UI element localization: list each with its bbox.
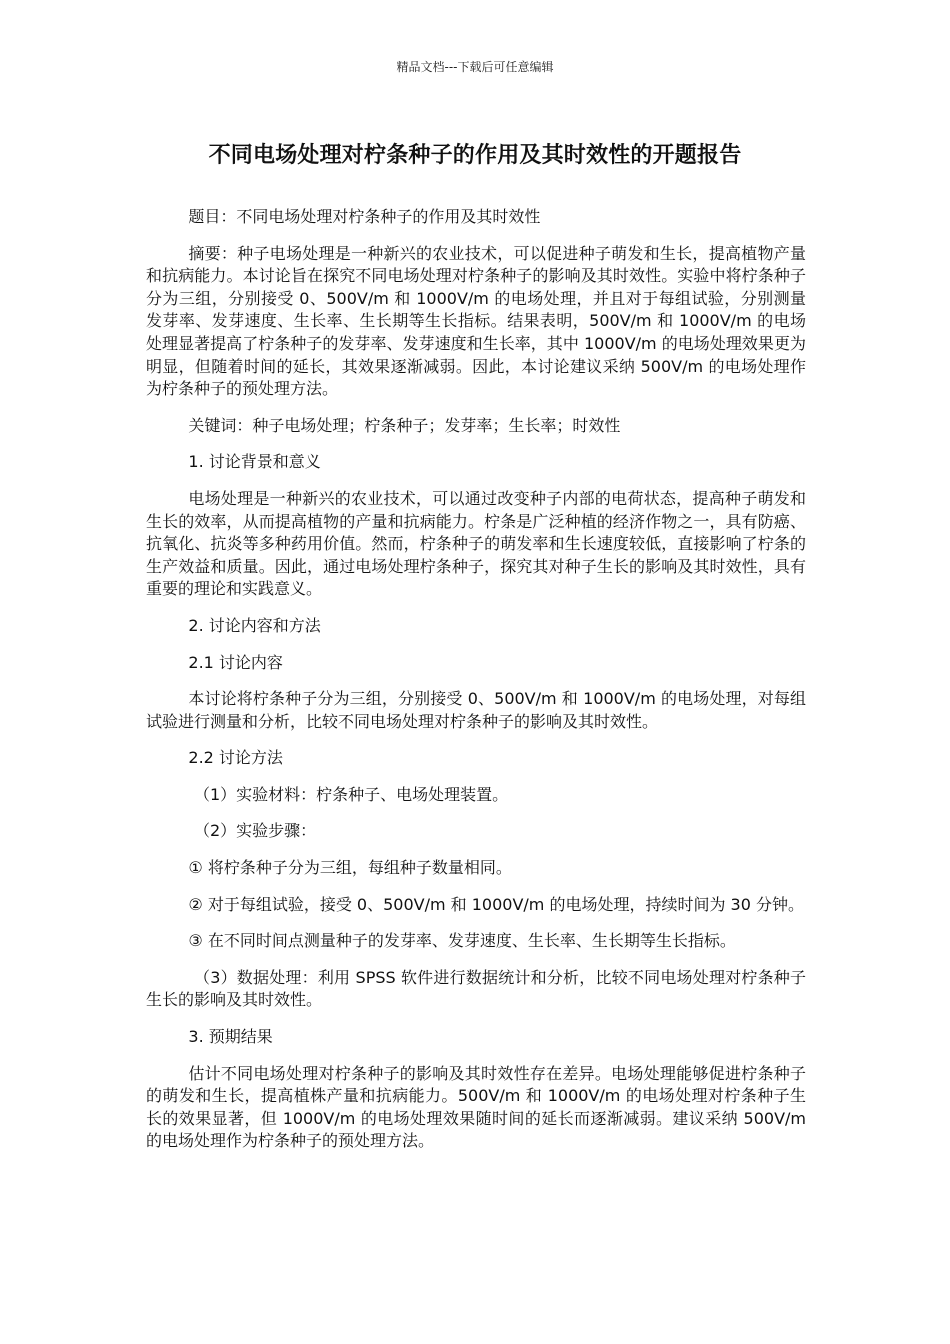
keywords-line: 关键词：种子电场处理；柠条种子；发芽率；生长率；时效性 <box>188 415 621 435</box>
background-paragraph: 电场处理是一种新兴的农业技术，可以通过改变种子内部的电荷状态，提高种子萌发和生长的效率，从而提高植物的产量和抗病能力。柠条是广泛种植的经济作物之一，具有防癌、抗氧化、抗炎等多种药用价值。然而，柠条种子的萌发率和生长速度较低，直接影响了柠条的生产效益和质量。因此，通过电场处理柠条种子，探究其对种子生长的影响及其时效性，具有重要的理论和实践意义。 <box>146 488 806 599</box>
section-heading-background: 1. 讨论背景和意义 <box>188 452 321 472</box>
method-step-3: ③ 在不同时间点测量种子的发芽率、发芽速度、生长率、生长期等生长指标。 <box>188 931 736 951</box>
header-note: 精品文档---下载后可任意编辑 <box>396 60 554 74</box>
document-body <box>146 206 806 1167</box>
content-paragraph: 本讨论将柠条种子分为三组，分别接受 0、500V/m 和 1000V/m 的电场处理，对每组试验进行测量和分析，比较不同电场处理对柠条种子的影响及其时效性。 <box>146 689 806 731</box>
expected-results-paragraph: 估计不同电场处理对柠条种子的影响及其时效性存在差异。电场处理能够促进柠条种子的萌发和生长，提高植株产量和抗病能力。500V/m 和 1000V/m 的电场处理对柠条种子生长的效果显著，但 1000V/m 的电场处理效果随时间的延长而逐渐减弱。建议采纳 500V/m 的电场处理作为柠条种子的预处理方法。 <box>146 1063 806 1151</box>
topic-line: 题目：不同电场处理对柠条种子的作用及其时效性 <box>188 207 541 226</box>
section-heading-expected-results: 3. 预期结果 <box>188 1027 273 1047</box>
subsection-heading-method: 2.2 讨论方法 <box>188 748 283 768</box>
method-step-2: ② 对于每组试验，接受 0、500V/m 和 1000V/m 的电场处理，持续时间为 30 分钟。 <box>188 894 804 914</box>
subsection-heading-content: 2.1 讨论内容 <box>188 652 283 672</box>
method-step-1: ① 将柠条种子分为三组，每组种子数量相同。 <box>188 858 512 878</box>
method-data-processing: （3）数据处理：利用 SPSS 软件进行数据统计和分析，比较不同电场处理对柠条种子生长的影响及其时效性。 <box>146 967 806 1010</box>
section-heading-content-method: 2. 讨论内容和方法 <box>188 615 321 635</box>
abstract-paragraph: 摘要：种子电场处理是一种新兴的农业技术，可以促进种子萌发和生长，提高植物产量和抗病能力。本讨论旨在探究不同电场处理对柠条种子的影响及其时效性。实验中将柠条种子分为三组，分别接受 0、500V/m 和 1000V/m 的电场处理，并且对于每组试验，分别测量发芽率、发芽速度、生长率、生长期等生长指标。结果表明，500V/m 和 1000V/m 的电场处理显著提高了柠条种子的发芽率、发芽速度和生长率，其中 1000V/m 的电场处理效果更为明显，但随着时间的延长，其效果逐渐减弱。因此，本讨论建议采纳 500V/m 的电场处理作为柠条种子的预处理方法。 <box>146 243 806 399</box>
method-steps-heading: （2）实验步骤： <box>194 821 317 841</box>
document-title: 不同电场处理对柠条种子的作用及其时效性的开题报告 <box>208 143 742 168</box>
method-materials: （1）实验材料：柠条种子、电场处理装置。 <box>194 784 509 804</box>
